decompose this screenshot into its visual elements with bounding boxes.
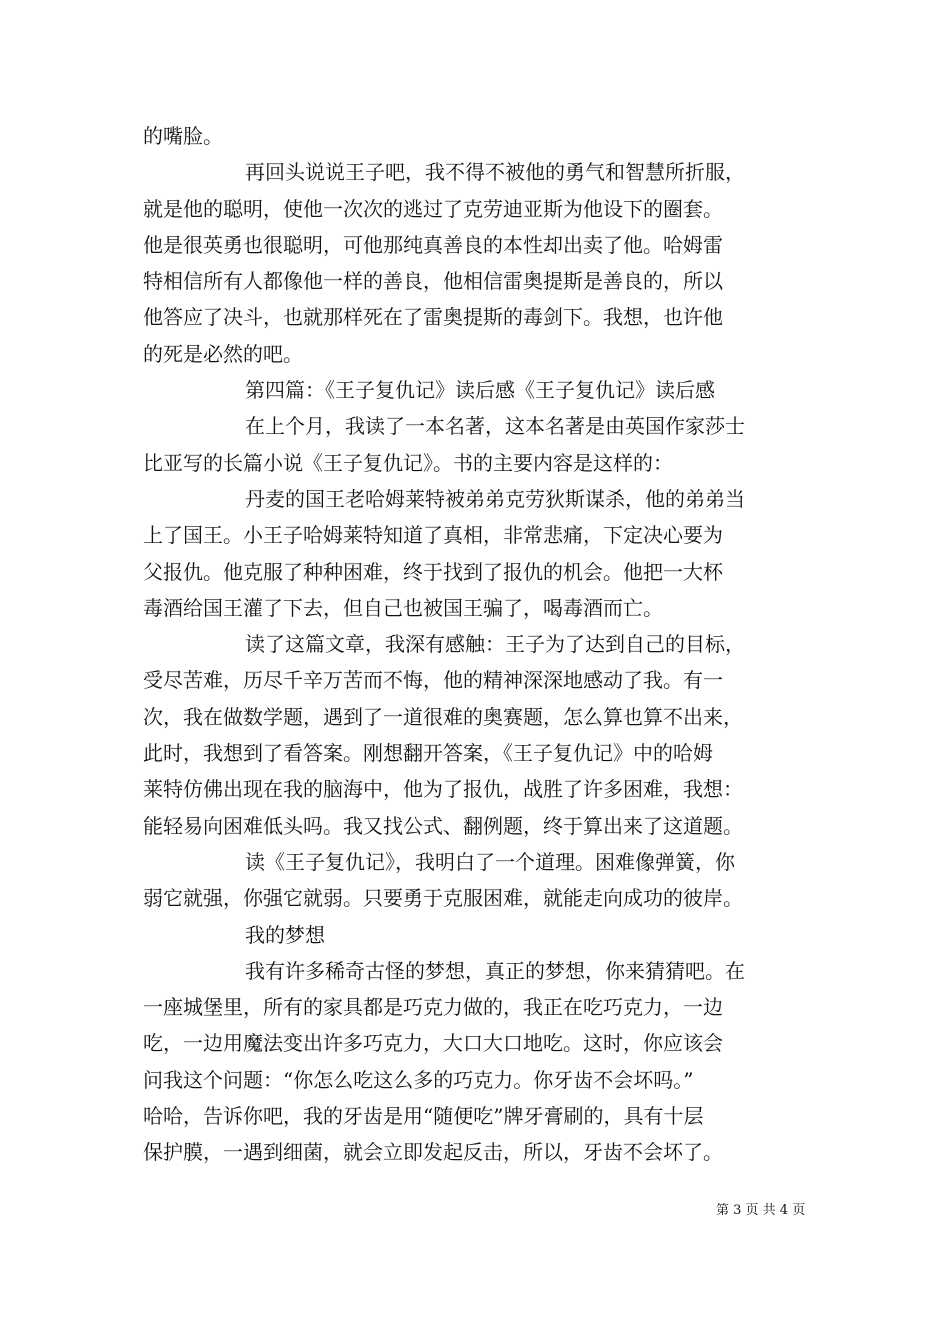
- section-heading: 我的梦想: [245, 922, 325, 947]
- text-line: 能轻易向困难低头吗。我又找公式、翻例题，终于算出来了这道题。: [143, 813, 743, 838]
- text-line: 就是他的聪明，使他一次次的逃过了克劳迪亚斯为他设下的圈套。: [143, 196, 723, 221]
- paragraph-start: 读了这篇文章，我深有感触：王子为了达到自己的目标，: [245, 632, 745, 657]
- text-line: 一座城堡里，所有的家具都是巧克力做的，我正在吃巧克力，一边: [143, 995, 723, 1020]
- text-line: 保护膜，一遇到细菌，就会立即发起反击，所以，牙齿不会坏了。: [143, 1140, 723, 1165]
- text-line: 莱特仿佛出现在我的脑海中，他为了报仇，战胜了许多困难，我想：: [143, 777, 743, 802]
- text-line: 特相信所有人都像他一样的善良，他相信雷奥提斯是善良的，所以: [143, 269, 723, 294]
- text-line: 毒酒给国王灌了下去，但自己也被国王骗了，喝毒酒而亡。: [143, 595, 663, 620]
- paragraph-start: 丹麦的国王老哈姆莱特被弟弟克劳狄斯谋杀，他的弟弟当: [245, 486, 745, 511]
- text-line: 受尽苦难，历尽千辛万苦而不悔，他的精神深深地感动了我。有一: [143, 668, 723, 693]
- text-line: 弱它就强，你强它就弱。只要勇于克服困难，就能走向成功的彼岸。: [143, 886, 743, 911]
- text-line: 的死是必然的吧。: [143, 341, 303, 366]
- text-line: 父报仇。他克服了种种困难，终于找到了报仇的机会。他把一大杯: [143, 559, 723, 584]
- paragraph-start: 在上个月，我读了一本名著，这本名著是由英国作家莎士: [245, 414, 745, 439]
- text-line: 他答应了决斗，也就那样死在了雷奥提斯的毒剑下。我想，也许他: [143, 305, 723, 330]
- body-text: [143, 118, 813, 1171]
- text-line: 的嘴脸。: [143, 124, 223, 148]
- text-line: 吃，一边用魔法变出许多巧克力，大口大口地吃。这时，你应该会: [143, 1031, 723, 1056]
- text-line: 他是很英勇也很聪明，可他那纯真善良的本性却出卖了他。哈姆雷: [143, 232, 723, 257]
- text-line: 此时，我想到了看答案。刚想翻开答案，《王子复仇记》中的哈姆: [143, 741, 713, 766]
- text-line: 次，我在做数学题，遇到了一道很难的奥赛题，怎么算也算不出来，: [143, 704, 743, 729]
- page-number-footer: 第 3 页 共 4 页: [716, 1203, 806, 1218]
- text-line: 问我这个问题：“你怎么吃这么多的巧克力。你牙齿不会坏吗。”: [143, 1067, 694, 1092]
- text-line: 上了国王。小王子哈姆莱特知道了真相，非常悲痛，下定决心要为: [143, 523, 723, 548]
- text-line: 哈哈，告诉你吧，我的牙齿是用“随便吃”牌牙膏刷的，具有十层: [143, 1104, 704, 1129]
- paragraph-start: 我有许多稀奇古怪的梦想，真正的梦想，你来猜猜吧。在: [245, 958, 745, 983]
- section-heading: 第四篇：《王子复仇记》读后感《王子复仇记》读后感: [245, 378, 715, 403]
- paragraph-start: 读《王子复仇记》，我明白了一个道理。困难像弹簧，你: [245, 849, 735, 874]
- text-line: 比亚写的长篇小说《王子复仇记》。书的主要内容是这样的：: [143, 450, 673, 475]
- paragraph-start: 再回头说说王子吧，我不得不被他的勇气和智慧所折服，: [245, 160, 745, 185]
